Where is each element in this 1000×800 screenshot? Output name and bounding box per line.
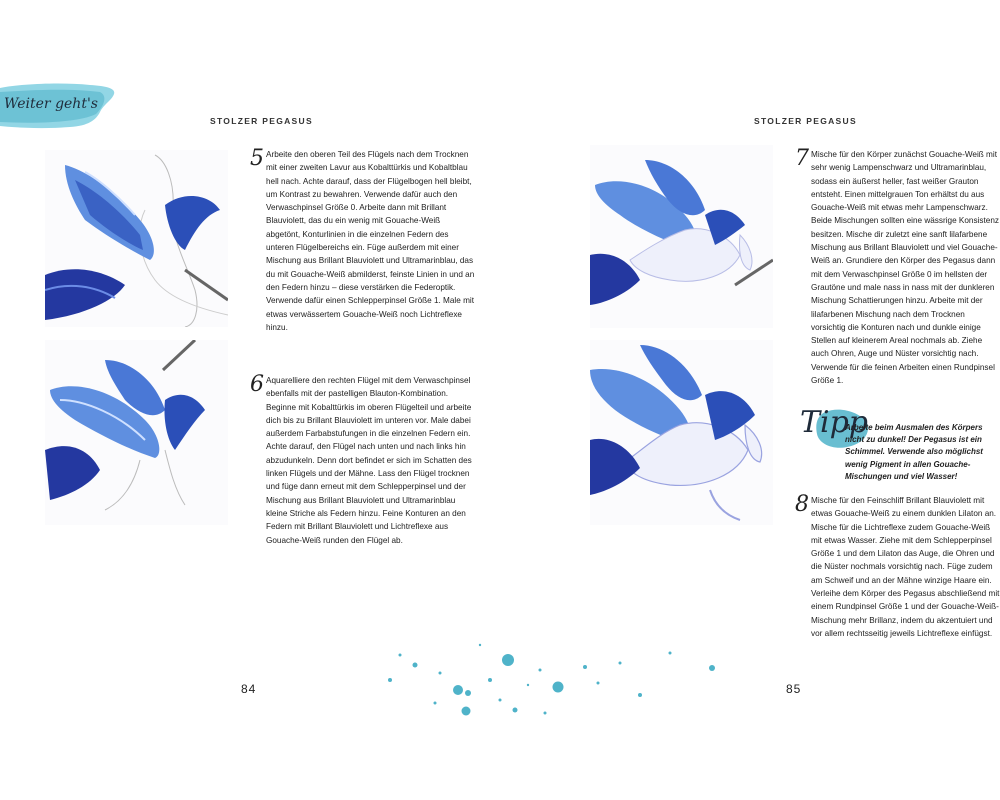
left-page-number: 84 [241,682,257,696]
step-7-number: 7 [795,146,809,171]
pegasus-step7-illustration [590,145,773,328]
banner-label: Weiter geht's [4,96,98,112]
step-8-number: 8 [795,492,809,517]
tipp-title: Tipp [800,405,869,440]
weiter-gehts-banner [0,82,118,130]
pegasus-step8-illustration [590,340,773,525]
tipp-text: Arbeite beim Ausmalen des Körpers nicht zu dunkel! Der Pegasus ist ein Schimmel. Verwende also möglichst wenig Pigment in allen Gouache-Mischungen und viel Wasser! [845,423,983,481]
left-running-head: STOLZER PEGASUS [210,116,313,126]
step-8-text: Mische für den Feinschliff Brillant Blauviolett mit etwas Gouache-Weiß zu einem dunklen Lilaton an. Mische für die Lichtreflexe zudem Gouache-Weiß mit etwas Wasser. Ziehe mit dem Schlepperpinsel Größe 1 und dem Lilaton das Auge, die Ohren und die Nüster nochmals vorsichtig nach. Füge zudem am Schweif und an der Mähne winzige Haare ein. Verleihe dem Körper des Pegasus abschließend mit einem Rundpinsel Größe 1 und der Gouache-Weiß-Mischung mehr Brillanz, indem du akzentuiert und vor allem rechtsseitig jeweils Lichtreflexe einfügst. [811,496,1000,638]
right-running-head: STOLZER PEGASUS [754,116,857,126]
step-5-number: 5 [250,146,264,171]
watercolor-splatter-decoration [340,625,740,720]
step-6-text: Aquarelliere den rechten Flügel mit dem Verwaschpinsel ebenfalls mit der pastelligen Blauton-Kombination. Beginne mit Kobalttürkis im oberen Flügelteil und arbeite dich bis zu Brillant Blauviolett im unteren vor. Male dabei außerdem Farbabstufungen in die einzelnen Federn ein. Achte darauf, den Flügel nach unten und nach links hin abzudunkeln. Denn dort befindet er sich im Schatten des linken Flügels und der Mähne. Lass den Flügel trocknen und füge dann erneut mit dem Schlepperpinsel und der Mischung aus Brillant Blauviolett und Ultramarinblau kleine Striche als Federn hinzu. Feine Konturen an den Federn mit Brillant Blauviolett und Lichtreflexe aus Gouache-Weiß runden den Flügel ab. [266,376,472,545]
pegasus-step5-illustration [45,150,228,327]
pegasus-step6-illustration [45,340,228,525]
right-page-number: 85 [786,682,802,696]
step-5-text: Arbeite den oberen Teil des Flügels nach dem Trocknen mit einer zweiten Lavur aus Kobalttürkis und Kobaltblau hell nach. Achte darauf, dass der Flügelbogen hell bleibt, um Kontrast zu bewahren. Verwende dafür auch den Verwaschpinsel Größe 0. Arbeite dann mit Brillant Blauviolett, das du ein wenig mit Gouache-Weiß abgetönt, Konturlinien in die einzelnen Federn des unteren Flügelbereichs ein. Füge außerdem mit einer Mischung aus Brillant Blauviolett und Ultramarinblau, das du mit Gouache-Weiß abmilderst, feinste Linien in und an den Federn hinzu – diese verstärken die Federoptik. Verwende dafür einen Schlepperpinsel Größe 1. Male mit etwas verwässertem Gouache-Weiß noch Lichtreflexe hinzu. [266,150,475,332]
step-7-text: Mische für den Körper zunächst Gouache-Weiß mit sehr wenig Lampenschwarz und Ultramarinblau, sodass ein äußerst heller, fast weißer Grauton entsteht. Einen mittelgrauen Ton erhältst du aus Gouache-Weiß mit etwas mehr Lampenschwarz. Beide Mischungen sollten eine wässrige Konsistenz besitzen. Mische dir zuletzt eine sanft lilafarbene Mischung aus Brillant Blauviolett und viel Gouache-Weiß an. Grundiere den Körper des Pegasus dann mit dem Verwaschpinsel Größe 0 im hellsten der Grautöne und male nass in nass mit der dunkleren Mischung Schattierungen hinzu. Arbeite mit der lilafarbenen Mischung nach dem Trocknen vorsichtig die Konturen nach und dunkle einige Stellen auf kleinerem Areal nochmals ab. Ziehe auch Ohren, Auge und Nüster vorsichtig nach. Verwende für die feinen Arbeiten einen Rundpinsel Größe 1. [811,150,999,386]
step-6-number: 6 [250,372,264,397]
